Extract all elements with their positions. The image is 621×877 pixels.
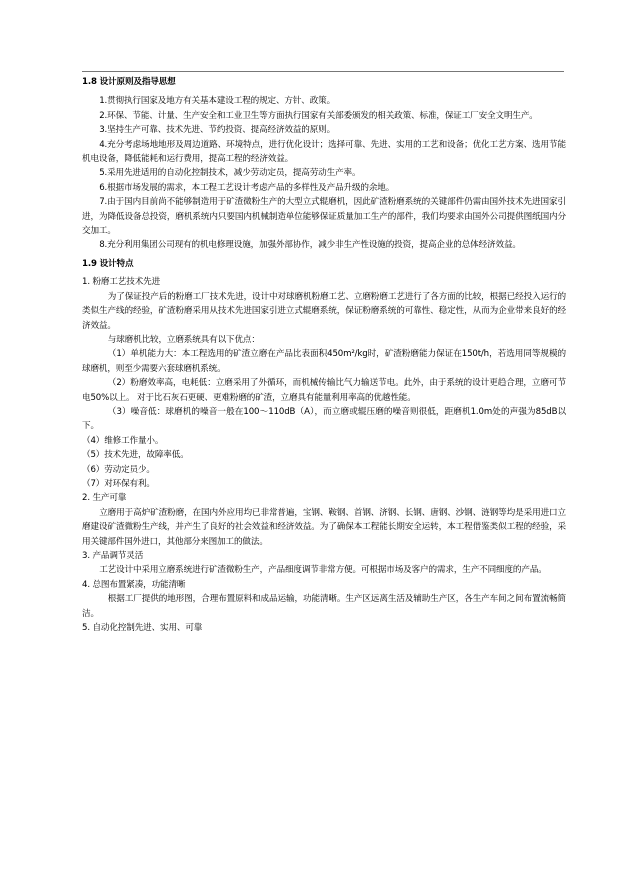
principle-item-4: 4.充分考虑场地地形及周边道路、环境特点，进行优化设计；选择可靠、先进、实用的工艺和设备；优化工艺方案、选用节能机电设备，降低能耗和运行费用，提高工程的经济效益。 bbox=[82, 139, 566, 165]
advantage-item-4: （4）维修工作量小。 bbox=[82, 435, 164, 446]
feature-4-paragraph: 根据工厂提供的地形图，合理布置原料和成品运输，功能清晰。生产区远离生活及辅助生产区，各生产车间之间布置流畅简洁。 bbox=[82, 594, 566, 619]
feature-heading-2: 2. 生产可靠 bbox=[82, 493, 127, 504]
section-1-9-heading: 1.9 设计特点 bbox=[82, 258, 134, 269]
principle-item-2: 2.环保、节能、计量、生产安全和工业卫生等方面执行国家有关部委颁发的相关政策、标准，保证工厂安全文明生产。 bbox=[99, 110, 538, 121]
principle-item-5: 5.采用先进适用的自动化控制技术，减少劳动定员，提高劳动生产率。 bbox=[99, 168, 361, 179]
feature-heading-4: 4. 总图布置紧凑，功能清晰 bbox=[82, 579, 186, 590]
feature-2-paragraph: 立磨用于高炉矿渣粉磨，在国内外应用均已非常普遍，宝钢、鞍钢、首钢、济钢、长钢、唐钢、沙钢、涟钢等均是采用进口立磨建设矿渣微粉生产线，并产生了良好的社会效益和经济效益。为了确保本工程能长期安全运转，本工程借鉴类似工程的经验，采用关键部件国外进口，其他部分来图加工的做法。 bbox=[82, 507, 566, 547]
feature-heading-5: 5. 自动化控制先进、实用、可靠 bbox=[82, 623, 203, 634]
feature-heading-3: 3. 产品调节灵活 bbox=[82, 551, 144, 561]
advantage-item-3: （3）噪音低：球磨机的噪音一般在100～110dB（A），而立磨或辊压磨的噪音则很低，距磨机1.0m处的声强为85dB以下。 bbox=[82, 406, 566, 432]
header-rule bbox=[82, 71, 564, 72]
feature-heading-1: 1. 粉磨工艺技术先进 bbox=[82, 277, 161, 288]
principle-item-6: 6.根据市场发展的需求，本工程工艺设计考虑产品的多样性及产品升级的余地。 bbox=[99, 182, 395, 193]
advantage-item-1: （1）单机能力大：本工程选用的矿渣立磨在产品比表面积450m²/kg时，矿渣粉磨能力保证在150t/h，若选用同等规模的球磨机，则至少需要六套球磨机系统。 bbox=[82, 349, 566, 374]
advantage-item-7: （7）对环保有利。 bbox=[82, 478, 155, 489]
feature-3-paragraph: 工艺设计中采用立磨系统进行矿渣微粉生产，产品细度调节非常方便。可根据市场及客户的需求，生产不同细度的产品。 bbox=[99, 565, 547, 576]
document-body bbox=[82, 75, 566, 635]
advantage-item-2: （2）粉磨效率高，电耗低：立磨采用了外循环，而机械传输比气力输送节电。此外，由于系统的设计更趋合理，立磨可节电50%以上。 对于比石灰石更硬、更难粉磨的矿渣，立磨具有能量利用率高的优越性能。 bbox=[82, 378, 566, 403]
principle-item-7: 7.由于国内目前尚不能够制造用于矿渣微粉生产的大型立式辊磨机，因此矿渣粉磨系统的关键部件仍需由国外技术先进国家引进，为降低设备总投资，磨机系统内只要国内机械制造单位能够保证质量加工生产的部件，我们均要求由国外公司提供图纸国内分交加工。 bbox=[82, 197, 566, 237]
principle-item-8: 8.充分利用集团公司现有的机电修理设施，加强外部协作，减少非生产性设施的投资，提高企业的总体经济效益。 bbox=[99, 240, 521, 251]
principle-item-1: 1.贯彻执行国家及地方有关基本建设工程的规定、方针、政策。 bbox=[99, 96, 336, 107]
advantage-item-5: （5）技术先进，故障率低。 bbox=[82, 450, 189, 461]
feature-1-advantages-intro: 与球磨机比较，立磨系统具有以下优点： bbox=[107, 334, 260, 345]
principle-item-3: 3.坚持生产可靠、技术先进、节约投资、提高经济效益的原则。 bbox=[99, 125, 336, 136]
advantage-item-6: （6）劳动定员少。 bbox=[82, 464, 155, 475]
feature-1-paragraph: 为了保证投产后的粉磨工厂技术先进，设计中对球磨机粉磨工艺、立磨粉磨工艺进行了各方面的比较，根据已经投入运行的类似生产线的经验，矿渣粉磨采用从技术先进国家引进立式辊磨系统，保证粉磨系统的可靠性、稳定性，从而为企业带来良好的经济效益。 bbox=[82, 291, 566, 331]
section-1-8-heading: 1.8 设计原则及指导思想 bbox=[82, 77, 176, 87]
